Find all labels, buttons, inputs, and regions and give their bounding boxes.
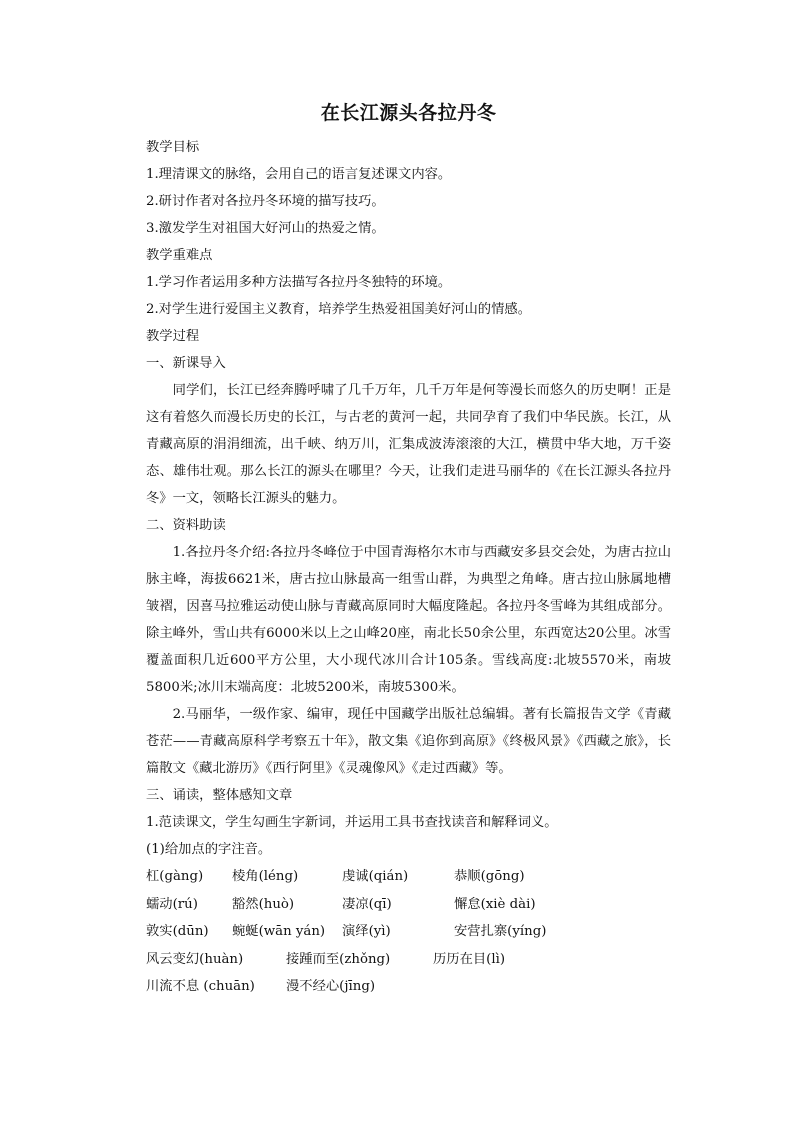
section-heading-objectives: 教学目标 — [146, 140, 200, 155]
pinyin-item: 凄凉(qī) — [342, 896, 392, 912]
pinyin-item: 豁然(huò) — [232, 896, 295, 912]
section-heading-process: 教学过程 — [146, 329, 200, 344]
pinyin-item: 虔诚(qián) — [342, 869, 409, 884]
introduction-paragraph: 同学们，长江已经奔腾呼啸了几千万年，几千万年是何等漫长而悠久的历史啊！正是这有着悠久而漫长历史的长江，与古老的黄河一起，共同孕育了我们中华民族。长江，从青藏高原的涓涓细流，出千峡、纳万川，汇集成波涛滚滚的大江，横贯中华大地，万千姿态、雄伟壮观。那么长江的源头在哪里？今天，让我们走进马丽华的《在长江源头各拉丹冬》一文，领略长江源头的魅力。 — [146, 383, 671, 506]
pinyin-item: 历历在目(lì) — [433, 951, 506, 967]
document-content — [146, 100, 671, 1001]
section-heading-key-points: 教学重难点 — [146, 248, 213, 263]
pinyin-item: 漫不经心(jīng) — [286, 979, 376, 994]
pinyin-row — [146, 946, 671, 974]
objective-1: 1.理清课文的脉络，会用自己的语言复述课文内容。 — [146, 167, 452, 182]
pinyin-item: 接踵而至(zhǒng) — [286, 951, 391, 967]
subheading-reading: 三、诵读，整体感知文章 — [146, 788, 293, 803]
subheading-materials: 二、资料助读 — [146, 518, 226, 533]
reading-instruction: 1.范读课文，学生勾画生字新词，并运用工具书查找读音和解释词义。 — [146, 815, 558, 830]
pinyin-item: 棱角(léng) — [232, 869, 299, 884]
pinyin-item: 川流不息 (chuān) — [146, 979, 255, 994]
pinyin-exercise-heading: (1)给加点的字注音。 — [146, 842, 272, 857]
key-point-2: 2.对学生进行爱国主义教育，培养学生热爱祖国美好河山的情感。 — [146, 302, 531, 317]
subheading-introduction: 一、新课导入 — [146, 356, 226, 371]
pinyin-list — [146, 863, 671, 1001]
pinyin-row — [146, 891, 671, 919]
materials-paragraph-1: 1.各拉丹冬介绍:各拉丹冬峰位于中国青海格尔木市与西藏安多县交会处，为唐古拉山脉主峰，海拔6621米，唐古拉山脉最高一组雪山群，为典型之角峰。唐古拉山脉属地槽皱褶，因喜马拉雅运动使山脉与青藏高原同时大幅度隆起。各拉丹冬雪峰为其组成部分。除主峰外，雪山共有6000米以上之山峰20座，南北长50余公里，东西宽达20公里。冰雪覆盖面积几近600平方公里，大小现代冰川合计105条。雪线高度:北坡5570米，南坡5800米;冰川末端高度：北坡5200米，南坡5300米。 — [146, 545, 671, 695]
pinyin-item: 懈怠(xiè dài) — [454, 896, 536, 912]
pinyin-row — [146, 973, 671, 1001]
pinyin-row — [146, 918, 671, 946]
pinyin-item: 蜿蜒(wān yán) — [232, 924, 326, 939]
document-title: 在长江源头各拉丹冬 — [320, 102, 497, 124]
pinyin-row — [146, 863, 671, 891]
key-point-1: 1.学习作者运用多种方法描写各拉丹冬独特的环境。 — [146, 275, 452, 290]
pinyin-item: 安营扎寨(yíng) — [454, 924, 547, 939]
pinyin-item: 风云变幻(huàn) — [146, 951, 244, 967]
objective-2: 2.研讨作者对各拉丹冬环境的描写技巧。 — [146, 194, 385, 209]
materials-paragraph-2: 2.马丽华，一级作家、编审，现任中国藏学出版社总编辑。著有长篇报告文学《青藏苍茫——青藏高原科学考察五十年》，散文集《追你到高原》《终极风景》《西藏之旅》，长篇散文《藏北游历》《西行阿里》《灵魂像风》《走过西藏》等。 — [146, 707, 671, 776]
pinyin-item: 恭顺(gōng) — [454, 869, 525, 884]
pinyin-item: 敦实(dūn) — [146, 924, 209, 939]
pinyin-item: 演绎(yì) — [342, 924, 391, 939]
pinyin-item: 蠕动(rú) — [146, 896, 198, 912]
pinyin-item: 杠(gàng) — [146, 869, 204, 884]
objective-3: 3.激发学生对祖国大好河山的热爱之情。 — [146, 221, 385, 236]
